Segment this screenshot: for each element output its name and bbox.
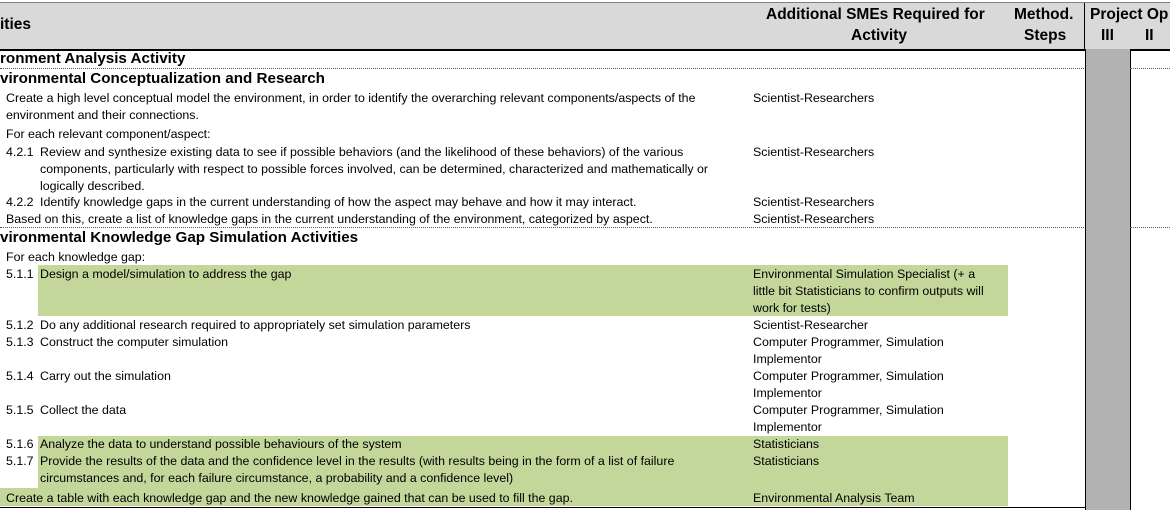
- sme-cell: Environmental Analysis Team: [753, 491, 915, 505]
- sme-cell: Scientist-Researchers: [753, 145, 875, 159]
- step-number: 5.1.6: [6, 437, 34, 451]
- sme-cell: Computer Programmer, Simulation Implementor: [753, 369, 944, 400]
- section-divider: [0, 68, 1084, 69]
- section-gap-simulation: vironmental Knowledge Gap Simulation Activities: [0, 229, 359, 246]
- table-header: [0, 2, 1170, 51]
- activity-desc: Collect the data: [40, 403, 127, 417]
- activity-desc: Carry out the simulation: [40, 369, 171, 383]
- step-number: 5.1.3: [6, 335, 34, 349]
- header-divider: [1084, 3, 1085, 49]
- method-header-line2: Steps: [1024, 27, 1067, 44]
- step-number: 4.2.2: [6, 195, 34, 209]
- sme-cell: Computer Programmer, Simulation Implementor: [753, 335, 944, 366]
- activity-desc: Do any additional research required to appropriately set simulation parameters: [40, 318, 471, 332]
- activity-desc: Review and synthesize existing data to see if possible behaviors (and the likelihood of these behaviors) of the various components, particularly with respect to possible forces involved, can be determined, characterized and mathematically or logically described.: [40, 145, 709, 193]
- project-header: Project Op: [1090, 6, 1169, 23]
- step-number: 5.1.2: [6, 318, 34, 332]
- sme-cell: Scientist-Researchers: [753, 195, 875, 209]
- section-conceptualization: vironmental Conceptualization and Research: [0, 70, 325, 87]
- phase-3-header: III: [1101, 27, 1114, 44]
- activity-desc: Provide the results of the data and the confidence level in the results (with results being in the form of a list of failure circumstances and, for each failure circumstance, a probability and a confidence level): [40, 454, 675, 485]
- activity-desc: Construct the computer simulation: [40, 335, 229, 349]
- bottom-border: [0, 507, 1085, 508]
- activity-desc: For each relevant component/aspect:: [6, 127, 211, 141]
- activity-desc: Based on this, create a list of knowledge gaps in the current understanding of the environment, categorized by aspect.: [6, 212, 653, 226]
- activity-desc: Design a model/simulation to address the gap: [40, 267, 292, 281]
- step-number: 5.1.1: [6, 267, 34, 281]
- section-environment-analysis: ronment Analysis Activity: [0, 50, 186, 67]
- activity-desc: Create a high level conceptual model the environment, in order to identify the overarching relevant components/aspects of the environment and their connections.: [6, 91, 696, 122]
- method-header-line1: Method.: [1014, 6, 1074, 23]
- step-number: 5.1.7: [6, 454, 34, 468]
- step-number: 5.1.5: [6, 403, 34, 417]
- sme-cell: Scientist-Researcher: [753, 318, 869, 332]
- smes-header-line2: Activity: [851, 27, 907, 44]
- sme-cell: Scientist-Researchers: [753, 212, 875, 226]
- activities-header: ities: [0, 16, 32, 33]
- sme-cell: Statisticians: [753, 454, 820, 468]
- activity-desc: Identify knowledge gaps in the current understanding of how the aspect may behave and how it may interact.: [40, 195, 637, 209]
- sme-cell: Statisticians: [753, 437, 820, 451]
- sme-cell: Computer Programmer, Simulation Implementor: [753, 403, 944, 434]
- step-number: 5.1.4: [6, 369, 34, 383]
- section-divider: [1130, 227, 1170, 228]
- sme-cell: Environmental Simulation Specialist (+ a little bit Statisticians to confirm outputs will work for tests): [753, 267, 984, 315]
- phase-3-column: [1085, 49, 1131, 510]
- activity-desc: For each knowledge gap:: [6, 250, 146, 264]
- smes-header-line1: Additional SMEs Required for: [766, 6, 985, 23]
- activity-desc: Analyze the data to understand possible behaviours of the system: [40, 437, 402, 451]
- activity-desc: Create a table with each knowledge gap and the new knowledge gained that can be used to fill the gap.: [6, 491, 573, 505]
- sme-cell: Scientist-Researchers: [753, 91, 875, 105]
- section-divider: [1130, 68, 1170, 69]
- step-number: 4.2.1: [6, 145, 34, 159]
- phase-2-header: II: [1145, 27, 1154, 44]
